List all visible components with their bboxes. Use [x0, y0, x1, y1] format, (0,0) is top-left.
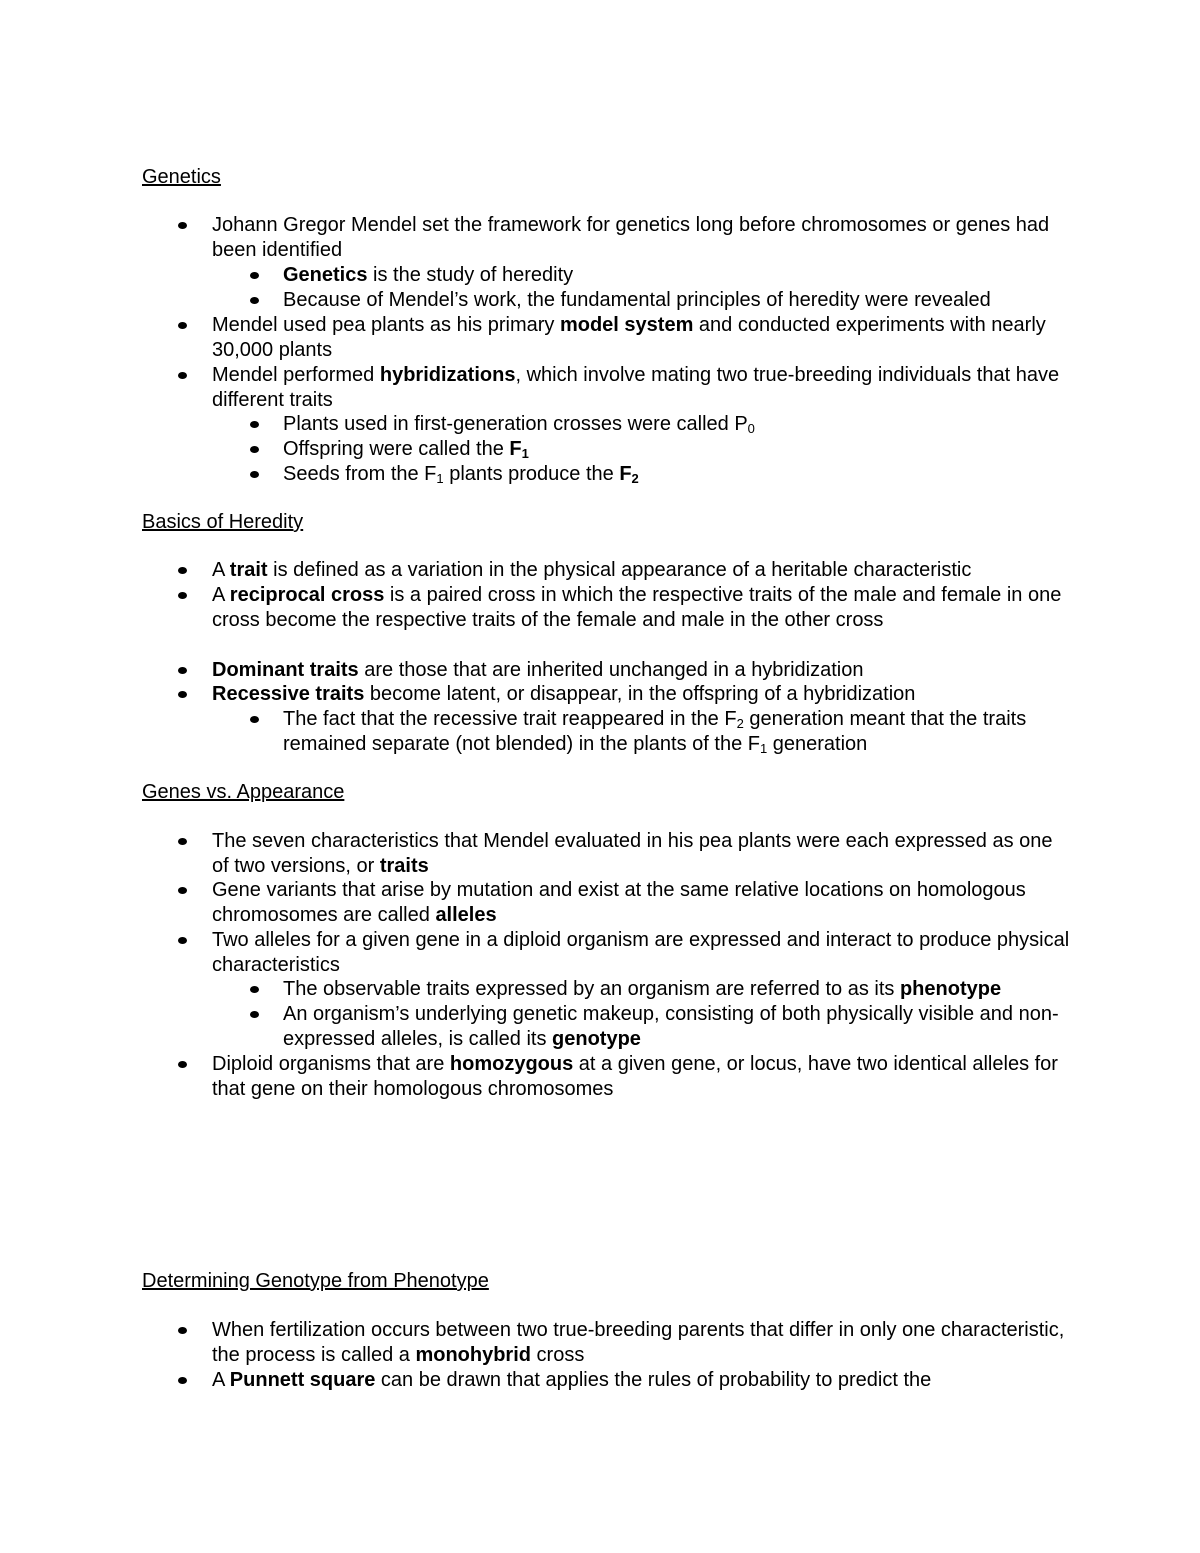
bullet-icon: [178, 937, 187, 944]
bullet-icon: [178, 691, 187, 698]
text-run: A: [212, 584, 230, 606]
list-item: [212, 1318, 1072, 1368]
bullet-icon: [178, 567, 187, 574]
list-item: [212, 558, 1072, 583]
list-item: [212, 313, 1072, 363]
list-item: [283, 437, 1073, 462]
bold-term: model system: [559, 314, 694, 336]
bold-term: Punnett square: [229, 1369, 376, 1391]
bold-term: traits: [379, 855, 429, 877]
text-run: Seeds from the F: [283, 463, 437, 485]
bold-term: genotype: [552, 1028, 641, 1050]
bullet-icon: [178, 372, 187, 379]
section-heading-genetics: Genetics: [142, 166, 221, 188]
text-run: is the study of heredity: [367, 264, 574, 286]
bullet-icon: [178, 1327, 187, 1334]
text-run: at a given gene, or locus, have two identical alleles for that gene on their homologous chromosomes: [212, 1053, 1058, 1100]
bullet-icon: [178, 667, 187, 674]
list-item: [212, 658, 1072, 683]
text-run: The fact that the recessive trait reappeared in the F: [283, 708, 737, 730]
subscript: 0: [747, 421, 755, 436]
text-run: Diploid organisms that are: [212, 1053, 450, 1075]
subscript: 1: [436, 471, 444, 486]
subscript: 1: [759, 741, 768, 756]
list-item: [212, 928, 1072, 978]
bold-term: trait: [229, 559, 268, 581]
bullet-icon: [250, 1011, 259, 1018]
bullet-icon: [250, 986, 259, 993]
bold-term: reciprocal cross: [229, 584, 385, 606]
text-run: An organism’s underlying genetic makeup, consisting of both physically visible and non-expressed alleles, is called its: [283, 1003, 1059, 1050]
text-run: The observable traits expressed by an organism are referred to as its: [283, 978, 900, 1000]
text-run: generation meant that the traits remained separate (not blended) in the plants of the F: [283, 708, 1027, 755]
list-item: [283, 707, 1073, 757]
bullet-icon: [178, 592, 187, 599]
subscript-wrapper: [632, 471, 639, 486]
bullet-icon: [250, 297, 259, 304]
text-run: A: [212, 1369, 230, 1391]
list-item: [283, 288, 1073, 313]
list-item: [283, 412, 1073, 437]
list-item: [212, 829, 1072, 879]
text-run: generation: [767, 733, 868, 755]
list-item: [212, 583, 1072, 633]
text-run: When fertilization occurs between two true-breeding parents that differ in only one characteristic, the process is called a: [212, 1319, 1065, 1366]
text-run: is defined as a variation in the physical appearance of a heritable characteristic: [267, 559, 972, 581]
bullet-icon: [250, 716, 259, 723]
bullet-icon: [250, 471, 259, 478]
text-run: Gene variants that arise by mutation and exist at the same relative locations on homologous chromosomes are called: [212, 879, 1026, 926]
list-item: [283, 1002, 1073, 1052]
text-run: are those that are inherited unchanged in a hybridization: [358, 659, 864, 681]
bullet-icon: [178, 1061, 187, 1068]
subscript: 2: [736, 716, 744, 731]
bullet-icon: [250, 421, 259, 428]
text-run: Two alleles for a given gene in a diploid organism are expressed and interact to produce physical characteristics: [212, 929, 1070, 976]
list-item: [212, 878, 1072, 928]
text-run: Mendel used pea plants as his primary: [212, 314, 560, 336]
bold-term: monohybrid: [415, 1344, 531, 1366]
bold-subscript: 1: [521, 446, 529, 461]
text-run: Because of Mendel’s work, the fundamental principles of heredity were revealed: [283, 289, 991, 311]
list-item: [212, 1368, 1072, 1393]
list-item: [283, 462, 1073, 487]
list-item: [212, 682, 1072, 707]
text-run: The seven characteristics that Mendel evaluated in his pea plants were each expressed as one of two versions, or: [212, 830, 1053, 877]
bullet-icon: [250, 272, 259, 279]
bold-term: F: [509, 438, 522, 460]
text-run: plants produce the: [443, 463, 620, 485]
text-run: is a paired cross in which the respective traits of the male and female in one cross become the respective traits of the female and male in the other cross: [212, 584, 1062, 631]
bullet-icon: [178, 838, 187, 845]
section-heading-genes-vs-appearance: Genes vs. Appearance: [142, 781, 345, 803]
list-item: [283, 263, 1073, 288]
text-run: Johann Gregor Mendel set the framework for genetics long before chromosomes or genes had been identified: [212, 214, 1050, 261]
list-item: [212, 1052, 1072, 1102]
text-run: can be drawn that applies the rules of probability to predict the: [375, 1369, 932, 1391]
text-run: , which involve mating two true-breeding individuals that have different traits: [212, 364, 1060, 411]
list-item: [212, 363, 1072, 413]
section-heading-determining-genotype: Determining Genotype from Phenotype: [142, 1270, 489, 1292]
bold-term: homozygous: [449, 1053, 574, 1075]
bold-term: Recessive traits: [212, 683, 365, 705]
bullet-icon: [178, 222, 187, 229]
bold-term: Dominant traits: [212, 659, 359, 681]
section-heading-basics-of-heredity: Basics of Heredity: [142, 511, 304, 533]
bullet-icon: [250, 446, 259, 453]
list-item: [212, 213, 1072, 263]
text-run: Mendel performed: [212, 364, 380, 386]
text-run: Plants used in first-generation crosses were called P: [283, 413, 748, 435]
bold-term: alleles: [435, 904, 497, 926]
text-run: and conducted experiments with nearly 30,000 plants: [212, 314, 1046, 361]
bold-subscript: 2: [631, 471, 639, 486]
bold-term: F: [619, 463, 632, 485]
bold-term: Genetics: [283, 264, 368, 286]
bold-term: phenotype: [899, 978, 1002, 1000]
text-run: cross: [530, 1344, 585, 1366]
bullet-icon: [178, 887, 187, 894]
text-run: Offspring were called the: [283, 438, 510, 460]
bold-term: hybridizations: [379, 364, 516, 386]
list-item: [283, 977, 1073, 1002]
text-run: A: [212, 559, 230, 581]
bullet-icon: [178, 1377, 187, 1384]
text-run: become latent, or disappear, in the offspring of a hybridization: [364, 683, 916, 705]
subscript-wrapper: [522, 446, 529, 461]
bullet-icon: [178, 322, 187, 329]
